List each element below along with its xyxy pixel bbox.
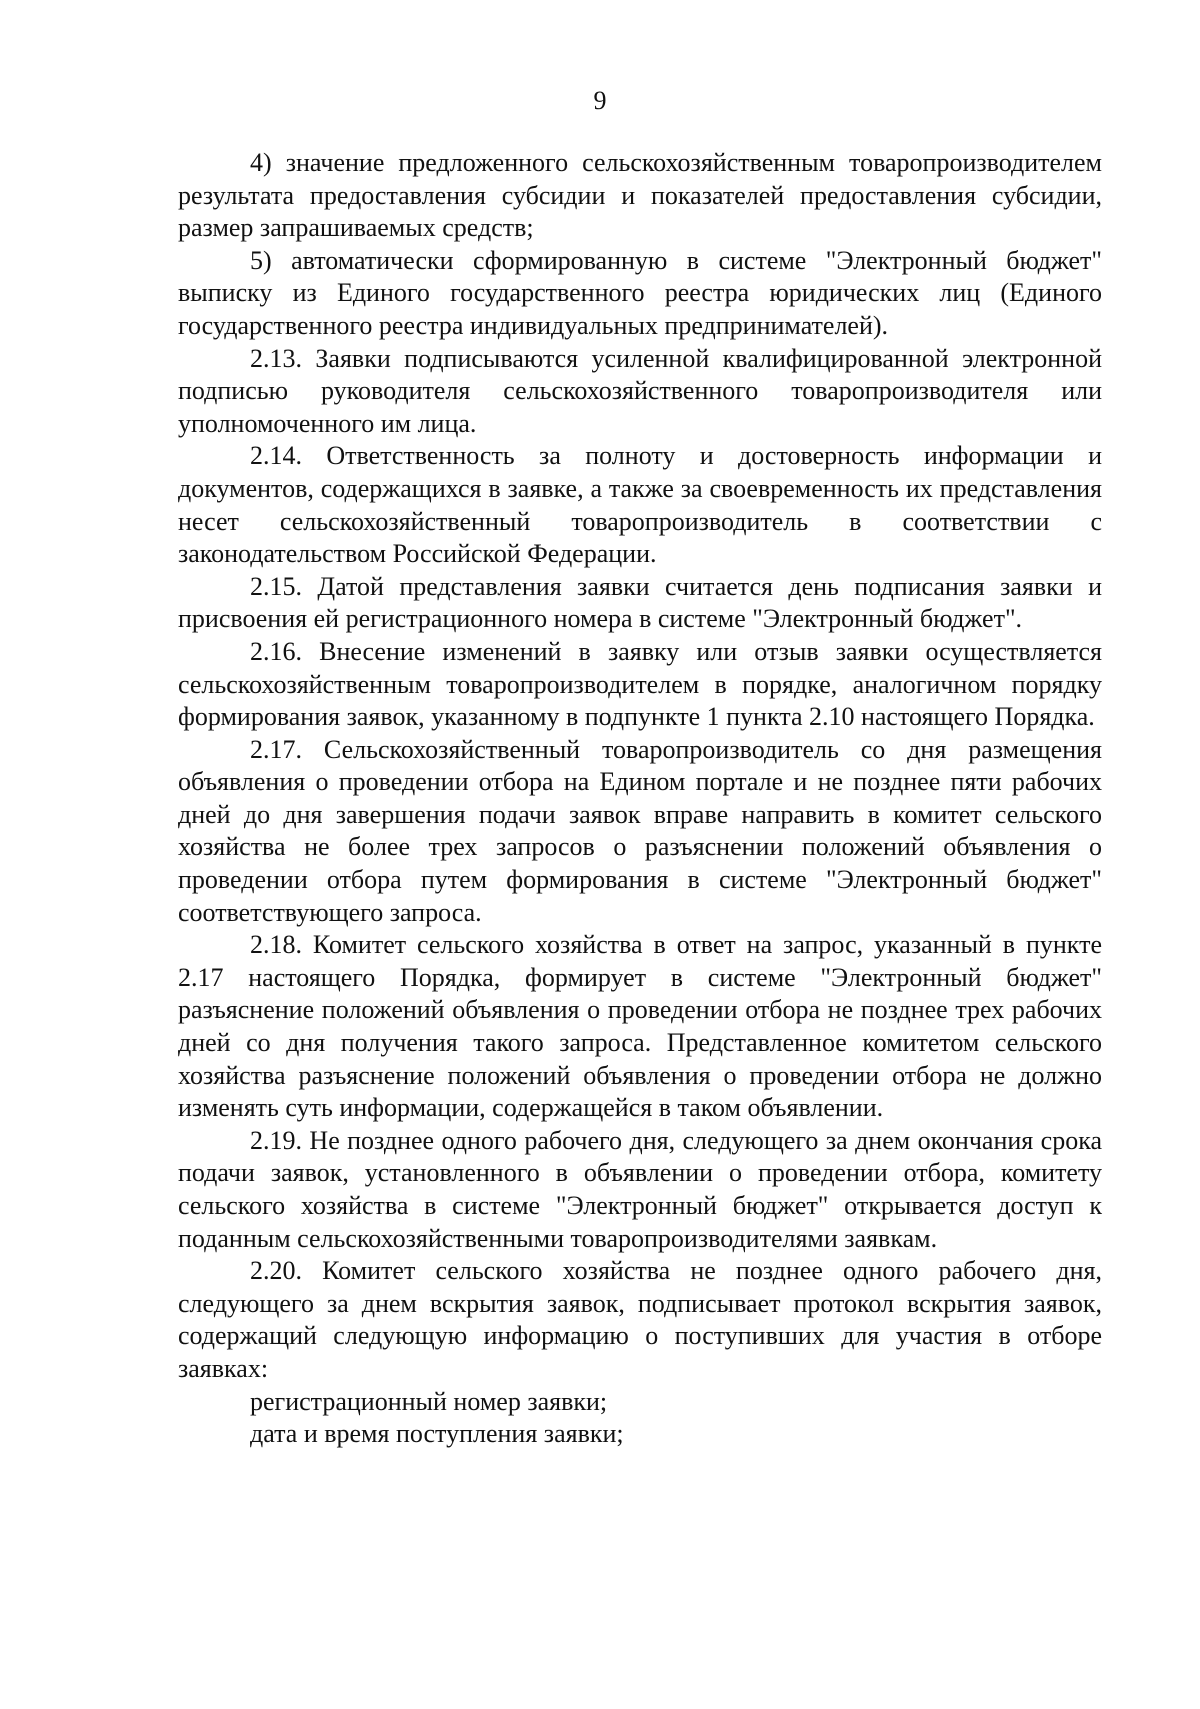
paragraph-item-4: 4) значение предложенного сельскохозяйственным товаропроизводителем результата предоставления субсидии и показателей предоставления субсидии, размер запрашиваемых средств;: [178, 148, 1102, 243]
page-number: 9: [593, 86, 607, 115]
list-item-receipt-datetime: дата и время поступления заявки;: [250, 1419, 624, 1449]
paragraph-2-17: 2.17. Сельскохозяйственный товаропроизводитель со дня размещения объявления о проведении отбора на Едином портале и не позднее пяти рабочих дней до дня завершения подачи заявок вправе направить в комитет сельского хозяйства не более трех запросов о разъяснении положений объявления о проведении отбора путем формирования в системе "Электронный бюджет" соответствующего запроса.: [178, 734, 1102, 927]
list-item-registration-number: регистрационный номер заявки;: [250, 1386, 608, 1416]
paragraph-2-18: 2.18. Комитет сельского хозяйства в ответ на запрос, указанный в пункте 2.17 настоящего Порядка, формирует в системе "Электронный бюджет" разъяснение положений объявления о проведении отбора не позднее трех рабочих дней со дня получения такого запроса. Представленное комитетом сельского хозяйства разъяснение положений объявления о проведении отбора не должно изменять суть информации, содержащейся в таком объявлении.: [178, 930, 1102, 1123]
paragraph-2-15: 2.15. Датой представления заявки считается день подписания заявки и присвоения ей регистрационного номера в системе "Электронный бюджет".: [178, 571, 1102, 634]
document-body: [178, 147, 1102, 1451]
paragraph-2-16: 2.16. Внесение изменений в заявку или отзыв заявки осуществляется сельскохозяйственным товаропроизводителем в порядке, аналогичном порядку формирования заявок, указанному в подпункте 1 пункта 2.10 настоящего Порядка.: [178, 636, 1102, 732]
paragraph-2-14: 2.14. Ответственность за полноту и достоверность информации и документов, содержащихся в заявке, а также за своевременность их представления несет сельскохозяйственный товаропроизводитель в соответствии с законодательством Российской Федерации.: [178, 441, 1102, 569]
paragraph-2-13: 2.13. Заявки подписываются усиленной квалифицированной электронной подписью руководителя сельскохозяйственного товаропроизводителя или уполномоченного им лица.: [178, 343, 1102, 438]
paragraph-item-5: 5) автоматически сформированную в системе "Электронный бюджет" выписку из Единого государственного реестра юридических лиц (Единого государственного реестра индивидуальных предпринимателей).: [178, 245, 1102, 340]
paragraph-2-20: 2.20. Комитет сельского хозяйства не позднее одного рабочего дня, следующего за днем вскрытия заявок, подписывает протокол вскрытия заявок, содержащий следующую информацию о поступивших для участия в отборе заявках:: [178, 1256, 1102, 1383]
paragraph-2-19: 2.19. Не позднее одного рабочего дня, следующего за днем окончания срока подачи заявок, установленного в объявлении о проведении отбора, комитету сельского хозяйства в системе "Электронный бюджет" открывается доступ к поданным сельскохозяйственными товаропроизводителями заявкам.: [178, 1125, 1102, 1253]
